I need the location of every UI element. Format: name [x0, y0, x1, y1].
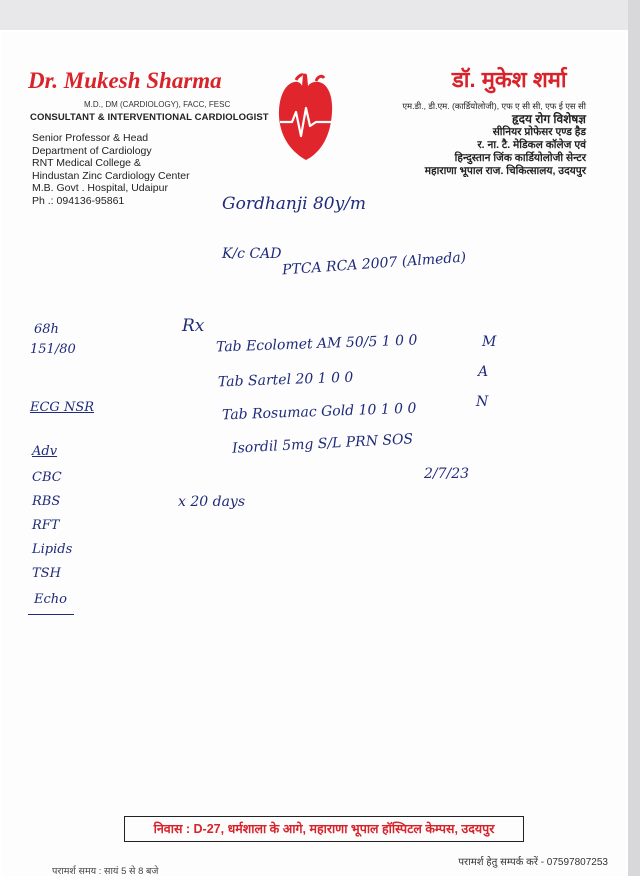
vitals-note: 151/80 [30, 342, 76, 357]
heart-ecg-logo-icon [276, 72, 334, 162]
affiliation-line: Senior Professor & Head [32, 132, 149, 144]
advice-label: Adv [32, 444, 58, 459]
qualifications-hi: एम.डी., डी.एम. (कार्डियोलोजी), एफ ए सी सी, एफ ई एस सी [402, 101, 586, 111]
doctor-name-en: Dr. Mukesh Sharma [28, 68, 222, 93]
notes-underline [28, 614, 74, 615]
affiliation-line: Department of Cardiology [32, 144, 152, 157]
phone-line: Ph .: 094136-95861 [32, 194, 125, 207]
rx-symbol: Rx [182, 316, 205, 336]
affiliation-hi [402, 100, 586, 178]
affiliation-line-hi: र. ना. टै. मेडिकल कॉलेज एवं [477, 139, 586, 151]
qualifications-en: M.D., DM (CARDIOLOGY), FACC, FESC [84, 100, 231, 109]
contact-number: परामर्श हेतु सम्पर्क करें - 07597807253 [458, 857, 608, 868]
duration-note: x 20 days [178, 494, 246, 510]
medication-line: Tab Sartel 20 1 0 0 [217, 369, 354, 391]
investigation-item: CBC [32, 470, 62, 485]
signature-date: 2/7/23 [424, 466, 470, 482]
specialty-hi: हृदय रोग विशेषज्ञ [512, 112, 586, 126]
medication-timing: M [482, 334, 497, 350]
affiliation-line: RNT Medical College & [32, 157, 141, 169]
diagnosis-line: PTCA RCA 2007 (Almeda) [281, 249, 467, 279]
investigation-item: RBS [32, 494, 61, 509]
affiliation-line-hi: महाराणा भूपाल राज. चिकित्सालय, उदयपुर [424, 165, 586, 177]
scan-border-right [628, 0, 640, 876]
residence-address: निवास : D-27, धर्मशाला के आगे, महाराणा भूपाल हॉस्पिटल केम्पस, उदयपुर [124, 816, 524, 842]
medication-line: Tab Ecolomet AM 50/5 1 0 0 [215, 332, 418, 356]
scan-border-top [0, 0, 640, 30]
doctor-name-hi: डॉ. मुकेश शर्मा [452, 67, 567, 92]
medication-timing: A [478, 364, 489, 380]
affiliation-line: M.B. Govt . Hospital, Udaipur [32, 182, 168, 194]
affiliation-en [32, 132, 190, 207]
ecg-note: ECG NSR [30, 400, 95, 415]
investigation-item: TSH [32, 566, 61, 581]
title-en: CONSULTANT & INTERVENTIONAL CARDIOLOGIST [30, 112, 269, 123]
consultation-hours: परामर्श समय : सायं 5 से 8 बजे [52, 866, 159, 877]
medication-line: Isordil 5mg S/L PRN SOS [231, 431, 414, 457]
investigation-item: Lipids [32, 542, 73, 557]
affiliation-line: Hindustan Zinc Cardiology Center [32, 169, 190, 182]
affiliation-line-hi: हिन्दुस्तान जिंक कार्डियोलोजी सेन्टर [454, 152, 586, 164]
medication-timing: N [476, 394, 489, 410]
medication-line: Tab Rosumac Gold 10 1 0 0 [221, 400, 417, 424]
diagnosis-line: K/c CAD [222, 246, 282, 262]
investigation-item: RFT [32, 518, 60, 533]
patient-name: Gordhanji 80y/m [222, 194, 367, 214]
affiliation-line-hi: सीनियर प्रोफेसर एण्ड हैड [492, 126, 586, 138]
investigation-item: Echo [34, 592, 67, 607]
vitals-note: 68h [34, 322, 59, 337]
